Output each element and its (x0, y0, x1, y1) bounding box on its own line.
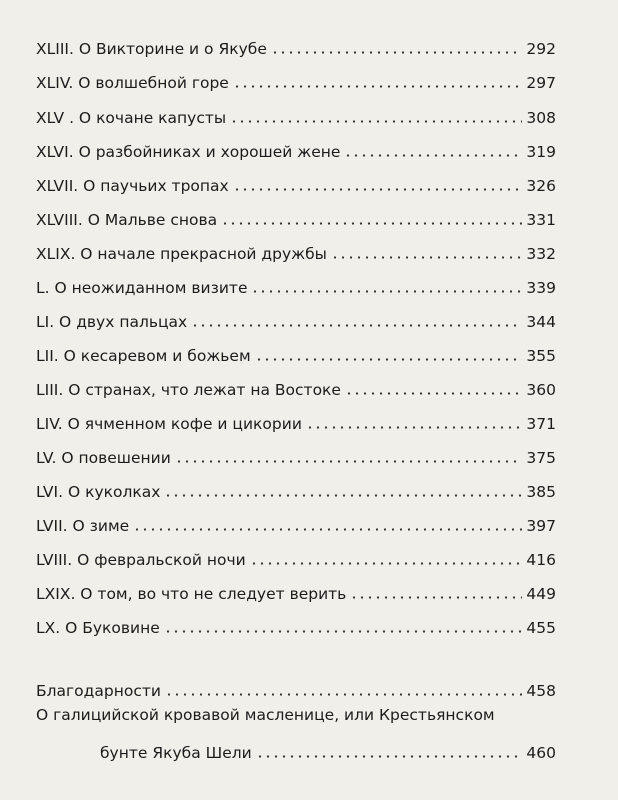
toc-entry-title: LVIII. О февральской ночи (36, 551, 246, 569)
toc-entry (36, 64, 556, 92)
toc-entry-page: 371 (526, 415, 556, 433)
toc-entry-title: бунте Якуба Шели (100, 744, 252, 762)
toc-leader-dots (345, 392, 522, 395)
toc-entry (36, 167, 556, 195)
toc-entry (36, 473, 556, 501)
toc-entry-title: XLIV. О волшебной горе (36, 74, 229, 92)
toc-entry-title: LVII. О зиме (36, 517, 130, 535)
toc-entry-title: Благодарности (36, 682, 161, 700)
toc-entry (36, 303, 556, 331)
toc-entry-page: 385 (526, 483, 556, 501)
toc-entry-title: XLIII. О Викторине и о Якубе (36, 40, 267, 58)
toc-entry-title: LII. О кесаревом и божьем (36, 347, 251, 365)
toc-entry (36, 269, 556, 297)
toc-entry-page: 375 (526, 449, 556, 467)
toc-entry (36, 337, 556, 365)
toc-entry-title: LIII. О странах, что лежат на Востоке (36, 381, 341, 399)
toc-leader-dots (271, 51, 522, 54)
toc-entry-title: LV. О повешении (36, 449, 171, 467)
toc-entry-title: LXIX. О том, во что не следует верить (36, 585, 347, 603)
toc-entry-page: 292 (526, 40, 556, 58)
toc-entry (36, 575, 556, 603)
toc-leader-dots (233, 188, 522, 191)
toc-leader-dots (175, 460, 522, 463)
toc-entry (36, 439, 556, 467)
toc-entry-page: 460 (526, 744, 556, 762)
toc-entry-page: 339 (526, 279, 556, 297)
toc-entry (36, 201, 556, 229)
toc-entry-page: 458 (526, 682, 556, 700)
toc-leader-dots (331, 256, 522, 259)
toc-leader-dots (306, 426, 522, 429)
toc-entry-appendix-line1: О галицийской кровавой масленице, или Крестьянском (36, 706, 495, 724)
toc-leader-dots (251, 290, 522, 293)
toc-entry-title: XLVII. О паучьих тропах (36, 177, 229, 195)
toc-entry-page: 360 (526, 381, 556, 399)
toc-entry-title: LI. О двух пальцах (36, 313, 188, 331)
toc-entry-page: 397 (526, 517, 556, 535)
toc-entry-page: 449 (526, 585, 556, 603)
toc-entry-page: 319 (526, 143, 556, 161)
toc-entry (36, 30, 556, 58)
toc-entry-title: L. О неожиданном визите (36, 279, 248, 297)
toc-entry-page: 297 (526, 74, 556, 92)
toc-leader-dots (191, 324, 522, 327)
toc-entry-acknowledgements (36, 672, 556, 700)
toc-entry (36, 371, 556, 399)
toc-entry-title: LVI. О куколках (36, 483, 161, 501)
toc-entry-page: 355 (526, 347, 556, 365)
toc-leader-dots (133, 528, 522, 531)
toc-entry-page: 416 (526, 551, 556, 569)
toc-leader-dots (350, 596, 522, 599)
toc-leader-dots (164, 630, 522, 633)
toc-entry-page: 326 (526, 177, 556, 195)
toc-leader-dots (221, 222, 522, 225)
toc-entry-appendix (100, 734, 556, 762)
toc-entry (36, 235, 556, 263)
toc-entry-title: XLIX. О начале прекрасной дружбы (36, 245, 327, 263)
toc-entry-page: 308 (526, 109, 556, 127)
toc-leader-dots (164, 494, 522, 497)
toc-entry-page: 332 (526, 245, 556, 263)
toc-entry (36, 541, 556, 569)
toc-entry-title: LIV. О ячменном кофе и цикории (36, 415, 302, 433)
toc-entry (36, 405, 556, 433)
toc-leader-dots (233, 85, 522, 88)
toc-entry (36, 609, 556, 637)
toc-entry-title: XLV . О кочане капусты (36, 109, 227, 127)
toc-leader-dots (344, 154, 522, 157)
toc-leader-dots (256, 755, 522, 758)
toc-leader-dots (255, 358, 522, 361)
toc-entry-page: 331 (526, 211, 556, 229)
toc-entry-title: LX. О Буковине (36, 619, 160, 637)
toc-leader-dots (230, 120, 522, 123)
toc-entry (36, 99, 556, 127)
toc-entry (36, 507, 556, 535)
toc-entry-page: 344 (526, 313, 556, 331)
toc-entry-title: XLVIII. О Мальве снова (36, 211, 218, 229)
toc-leader-dots (250, 562, 522, 565)
toc-entry-page: 455 (526, 619, 556, 637)
toc-entry-title: XLVI. О разбойниках и хорошей жене (36, 143, 341, 161)
toc-entry (36, 133, 556, 161)
toc-leader-dots (165, 693, 522, 696)
